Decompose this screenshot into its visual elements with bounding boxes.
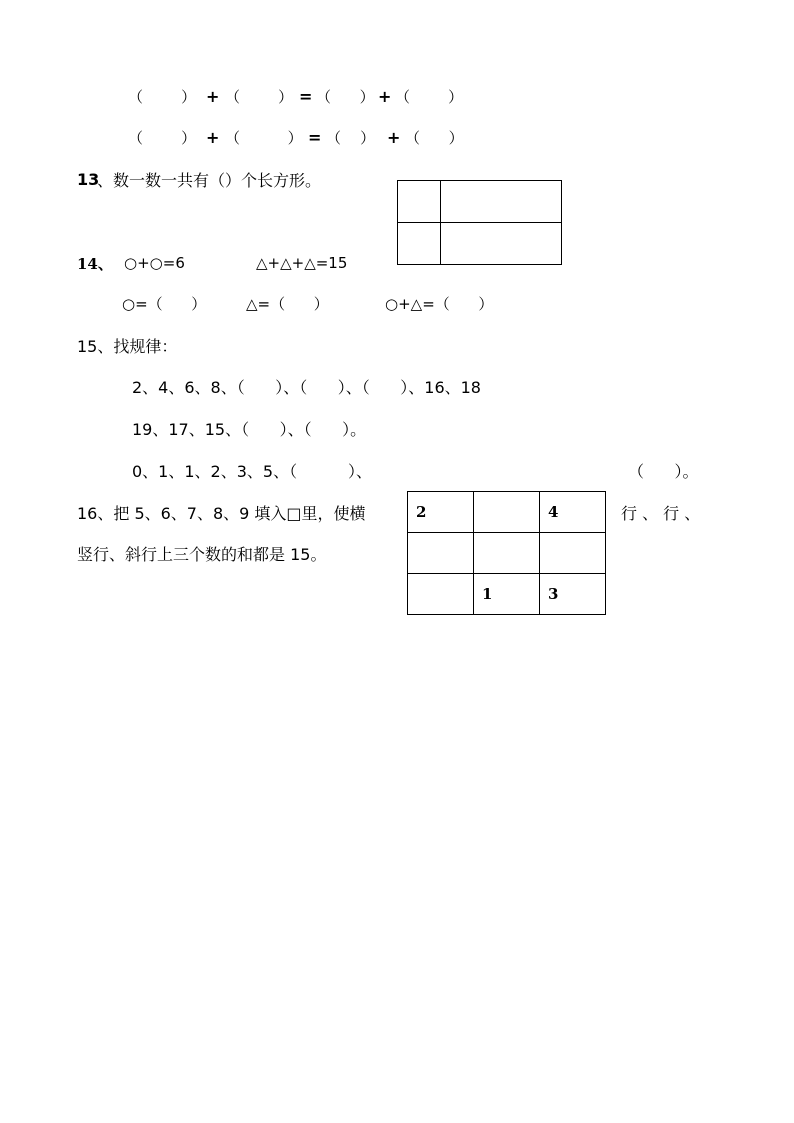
plus-sign: + (378, 87, 392, 106)
sequence-1: 2、4、6、8、（ ）、（ ）、（ ）、16、18 (132, 378, 481, 397)
figure-horizontal-divider (397, 222, 562, 223)
blank-paren: （ ） (225, 129, 303, 147)
blank-paren: （ ） (316, 88, 375, 106)
question-title: 15、找规律： (77, 337, 178, 356)
blank-paren: （ ） (326, 129, 376, 147)
blank-paren: （ ） (395, 88, 464, 106)
grid-row (408, 492, 606, 533)
question-text-line-1: 16、把 5、6、7、8、9 填入□里，使横 (77, 504, 366, 523)
grid-cell[interactable]: 1 (474, 574, 540, 615)
blank-paren: （ ） (225, 88, 294, 106)
grid-row (408, 533, 606, 574)
sequence-3-end: （ ）。 (628, 462, 699, 481)
equation-triangles: △+△+△=15 (256, 254, 348, 272)
sequence-3: 0、1、1、2、3、5、（ ）、 (132, 462, 372, 481)
equals-sign: = (308, 128, 322, 147)
equals-sign: = (299, 87, 313, 106)
magic-square-grid (407, 491, 606, 615)
plus-sign: + (206, 128, 220, 147)
grid-cell[interactable] (540, 533, 606, 574)
blank-paren: （ ） (128, 88, 197, 106)
answer-triangle: △=（ ） (246, 295, 329, 313)
question-number: 14、 (77, 255, 113, 273)
grid-cell[interactable] (408, 574, 474, 615)
grid-cell[interactable] (474, 533, 540, 574)
answer-circle: ○=（ ） (122, 295, 207, 313)
answer-circle-plus-triangle: ○+△=（ ） (385, 295, 494, 313)
sequence-2: 19、17、15、（ ）、（ ）。 (132, 420, 367, 439)
question-text-line-2: 竖行、斜行上三个数的和都是 15。 (77, 545, 327, 564)
grid-cell[interactable]: 2 (408, 492, 474, 533)
grid-cell[interactable] (408, 533, 474, 574)
question-number: 13 (77, 170, 100, 189)
grid-cell[interactable]: 4 (540, 492, 606, 533)
grid-row (408, 574, 606, 615)
blank-paren: （ ） (405, 129, 464, 147)
plus-sign: + (206, 87, 220, 106)
grid-cell[interactable]: 3 (540, 574, 606, 615)
plus-sign: + (387, 128, 401, 147)
question-text: 、数一数一共有（）个长方形。 (97, 171, 322, 190)
blank-paren: （ ） (128, 129, 197, 147)
grid-cell[interactable] (474, 492, 540, 533)
question-text-line-1-right: 行 、 行 、 (621, 504, 701, 523)
equation-circles: ○+○=6 (124, 254, 185, 272)
